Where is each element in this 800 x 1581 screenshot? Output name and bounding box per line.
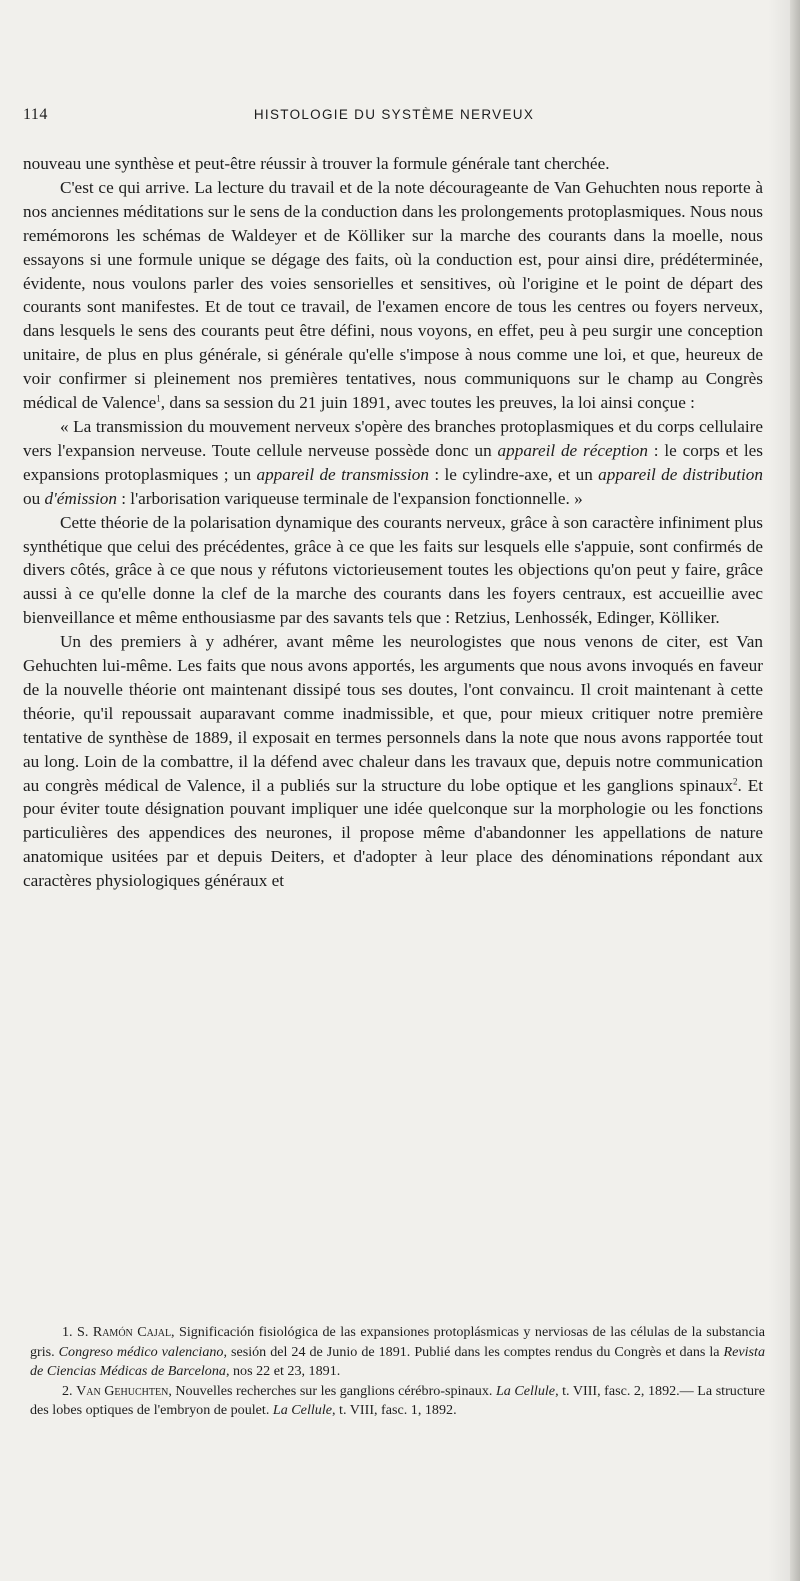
- page-edge: [790, 0, 800, 1581]
- quote-part-3: : le cylindre-axe, et un: [428, 464, 599, 484]
- footnote-1-number: 1. S.: [62, 1324, 93, 1340]
- paragraph-2-text: C'est ce qui arrive. La lecture du travail et de la note décourageante de Van Gehuchten nous reporte à nos anciennes méditations sur le sens de la conduction dans les prolongements protoplasmiques. Nous nous remémorons les schémas de Waldeyer et de Kölliker sur la marche des courants dans la moelle, nous essayons si une formule unique se dégage des faits, où la conduction est, pour ainsi dire, prédéterminée, évidente, nous voulons parler des voies sensorielles et sensitives, où l'origine et le point de départ des courants sont manifestes. Et de tout ce travail, de l'examen encore de tous les centres ou foyers nerveux, dans lesquels le sens des courants peut être défini, nous voyons, en effet, peu à peu surgir une conception unitaire, de plus en plus générale, si générale qu'elle s'impose à nous comme une loi, et que, heureux de voir confirmer si pleinement nos premières tentatives, nous communiquons sur le champ au Congrès médical de Valence: [23, 177, 763, 413]
- main-text: [23, 152, 763, 893]
- quote-part-2: : le corps et les expansions protoplasmiques ; un: [23, 440, 763, 484]
- page-gutter-shadow: [768, 0, 790, 1581]
- quote-part-4: ou: [23, 488, 45, 508]
- footnote-2-title: , Nouvelles recherches sur les ganglions cérébro-spinaux.: [168, 1382, 496, 1399]
- running-header: [23, 106, 765, 128]
- footnote-1: [30, 1323, 765, 1382]
- footnote-1-details: , sesión del 24 de Junio de 1891. Publié dans les comptes rendus du Congrès et dans la: [223, 1343, 724, 1360]
- paragraph-continuation: nouveau une synthèse et peut-être réussir à trouver la formule générale tant cherchée.: [23, 154, 610, 173]
- footnote-2-journal-1: La Cellule: [495, 1382, 556, 1399]
- page-number: 114: [23, 106, 48, 123]
- footnote-2-details: , t. VIII, fasc. 2, 1892.— La structure des lobes optiques de l'embryon de poulet.: [30, 1382, 766, 1418]
- footnote-2-author: Van Gehuchten: [76, 1382, 169, 1399]
- quote-emphasis-4: d'émission: [44, 488, 117, 508]
- quote-emphasis-3: appareil de distribution: [598, 464, 763, 484]
- footnote-1-title: , Significación fisiológica de las expansiones protoplásmicas y nerviosas de las células de la substancia gris.: [30, 1324, 765, 1360]
- paragraph-5-tail: . Et pour éviter toute désignation pouvant impliquer une idée quelconque sur la morphologie ou les fonctions particulières des appendices des neurones, il propose même d'abandonner les appellations de nature anatomique usitées par et depuis Deiters, et d'adopter à leur place des dénominations répondant aux caractères physiologiques généraux et: [23, 775, 763, 891]
- footnote-1-journal: Revista de Ciencias Médicas de Barcelona: [30, 1343, 765, 1379]
- footnote-ref-2: 2: [732, 775, 738, 786]
- footnote-2-issue: , t. VIII, fasc. 1, 1892.: [332, 1402, 457, 1418]
- paragraph-5-text: Un des premiers à y adhérer, avant même les neurologistes que nous venons de citer, est Van Gehuchten lui-même. Les faits que nous avons apportés, les arguments que nous avons invoqués en faveur de la nouvelle théorie ont maintenant dissipé tous ses doutes, l'ont convaincu. Il croit maintenant à cette théorie, qu'il repoussait auparavant comme inadmissible, et que, pour mieux critiquer notre première tentative de synthèse de 1889, il exposait en termes personnels dans la note que nous avons rapportée tout au long. Loin de la combattre, il la défend avec chaleur dans les travaux que, depuis notre communication au congrès médical de Valence, il a publiés sur la structure du lobe optique et les ganglions spinaux: [23, 632, 763, 795]
- footnote-1-issue: , nos 22 et 23, 1891.: [225, 1363, 341, 1379]
- running-title: HISTOLOGIE DU SYSTÈME NERVEUX: [253, 107, 535, 122]
- quote-part-1: « La transmission du mouvement nerveux s'opère des branches protoplasmiques et du corps cellulaire vers l'expansion nerveuse. Toute cellule nerveuse possède donc un: [23, 416, 763, 460]
- paragraph-5: [23, 630, 763, 893]
- quote-part-5: : l'arborisation variqueuse terminale de l'expansion fonctionnelle. »: [116, 488, 583, 508]
- footnotes: [30, 1323, 765, 1421]
- footnote-ref-1: 1: [156, 393, 161, 404]
- quote-emphasis-1: appareil de réception: [497, 440, 648, 460]
- paragraph-2: [23, 176, 763, 415]
- paragraph-4: Cette théorie de la polarisation dynamique des courants nerveux, grâce à son caractère infiniment plus synthétique que celui des précédentes, grâce à ce que les faits sur lesquels elle s'appuie, sont confirmés de divers côtés, grâce à ce que nous y réfutons victorieusement toutes les objections qu'on peut y faire, grâce aussi à ce qu'elle donne la clef de la marche des courants dans les foyers centraux, est accueillie avec bienveillance et même enthousiasme par des savants tels que : Retzius, Lenhossék, Edinger, Kölliker.: [23, 512, 763, 628]
- paragraph-2-tail: , dans sa session du 21 juin 1891, avec toutes les preuves, la loi ainsi conçue :: [160, 393, 695, 413]
- footnote-1-author: Ramón Cajal: [92, 1324, 172, 1340]
- quote-emphasis-2: appareil de transmission: [256, 464, 429, 484]
- footnote-2-journal-2: La Cellule: [272, 1402, 332, 1418]
- footnote-1-source: Congreso médico valenciano: [58, 1343, 224, 1360]
- footnote-2-number: 2.: [62, 1382, 77, 1399]
- footnote-2: [30, 1382, 765, 1421]
- law-quotation: [23, 415, 763, 511]
